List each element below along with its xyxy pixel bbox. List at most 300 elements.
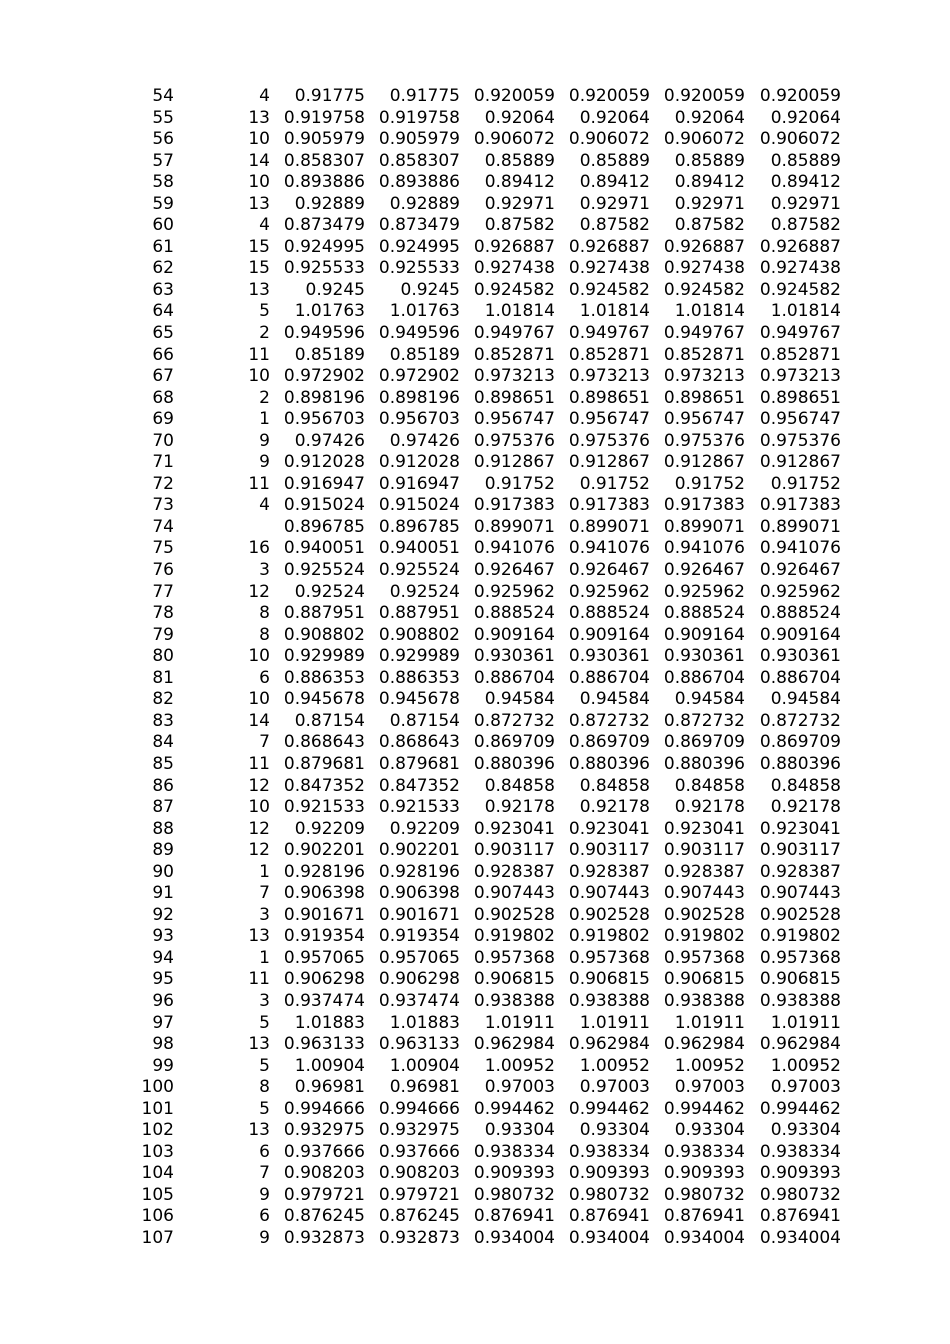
table-row [0,323,950,345]
value-cell: 0.872732 [473,710,555,731]
row-index-cell: 56 [152,129,174,150]
row-index-cell: 60 [152,215,174,236]
value-cell: 0.905979 [283,129,365,150]
value-cell: 0.898196 [283,387,365,408]
value-cell: 0.912028 [283,452,365,473]
table-row [0,108,950,130]
table-row [0,603,950,625]
value-cell: 0.85889 [579,150,650,171]
value-cell: 0.97426 [389,430,460,451]
value-cell: 0.979721 [378,1184,460,1205]
table-row [0,538,950,560]
value-cell: 0.886704 [663,667,745,688]
value-cell: 0.925962 [568,581,650,602]
table-row [0,409,950,431]
table-row [0,194,950,216]
value-cell: 0.886704 [568,667,650,688]
value-cell: 0.886704 [759,667,841,688]
value-cell: 0.96981 [294,1077,365,1098]
count-cell: 3 [259,560,270,581]
row-index-cell: 81 [152,667,174,688]
value-cell: 0.926467 [663,560,745,581]
row-index-cell: 101 [141,1098,174,1119]
value-cell: 0.886704 [473,667,555,688]
value-cell: 0.957065 [378,947,460,968]
value-cell: 0.994666 [283,1098,365,1119]
value-cell: 0.888524 [473,603,555,624]
row-index-cell: 57 [152,150,174,171]
table-row [0,1228,950,1250]
value-cell: 0.906815 [759,969,841,990]
value-cell: 0.906398 [283,883,365,904]
count-cell: 15 [248,258,270,279]
row-index-cell: 83 [152,710,174,731]
value-cell: 0.852871 [663,344,745,365]
value-cell: 0.94584 [674,689,745,710]
value-cell: 1.01814 [579,301,650,322]
value-cell: 0.956747 [759,409,841,430]
value-cell: 0.85189 [389,344,460,365]
value-cell: 0.927438 [759,258,841,279]
value-cell: 0.927438 [473,258,555,279]
table-row [0,668,950,690]
count-cell: 10 [248,797,270,818]
value-cell: 0.938334 [568,1141,650,1162]
table-row [0,754,950,776]
value-cell: 0.963133 [378,1034,460,1055]
value-cell: 0.924582 [663,279,745,300]
value-cell: 0.873479 [283,215,365,236]
value-cell: 0.886353 [378,667,460,688]
value-cell: 0.902201 [378,840,460,861]
table-row [0,1034,950,1056]
value-cell: 0.925962 [473,581,555,602]
value-cell: 0.92178 [579,797,650,818]
value-cell: 0.92971 [579,193,650,214]
value-cell: 0.928387 [759,861,841,882]
table-row [0,797,950,819]
value-cell: 0.97003 [770,1077,841,1098]
value-cell: 0.880396 [568,753,650,774]
value-cell: 0.932873 [283,1227,365,1248]
value-cell: 0.919802 [759,926,841,947]
value-cell: 0.907443 [473,883,555,904]
value-cell: 0.920059 [663,86,745,106]
count-cell: 12 [248,581,270,602]
value-cell: 0.93304 [579,1120,650,1141]
table-row [0,366,950,388]
table-row [0,129,950,151]
row-index-cell: 55 [152,107,174,128]
table-row [0,1077,950,1099]
value-cell: 1.00904 [389,1055,460,1076]
value-cell: 0.876941 [663,1206,745,1227]
row-index-cell: 104 [141,1163,174,1184]
count-cell: 10 [248,366,270,387]
count-cell: 9 [259,452,270,473]
count-cell: 13 [248,1120,270,1141]
value-cell: 0.973213 [663,366,745,387]
table-row [0,1056,950,1078]
table-row [0,560,950,582]
value-cell: 0.928387 [568,861,650,882]
row-index-cell: 93 [152,926,174,947]
value-cell: 0.92889 [389,193,460,214]
count-cell: 15 [248,236,270,257]
count-cell: 5 [259,1055,270,1076]
table-row [0,172,950,194]
value-cell: 0.9245 [400,279,460,300]
value-cell: 0.872732 [759,710,841,731]
row-index-cell: 84 [152,732,174,753]
value-cell: 0.949767 [759,323,841,344]
value-cell: 0.938388 [759,990,841,1011]
table-row [0,452,950,474]
value-cell: 0.956747 [473,409,555,430]
value-cell: 0.957368 [663,947,745,968]
value-cell: 0.903117 [473,840,555,861]
value-cell: 0.926467 [568,560,650,581]
row-index-cell: 92 [152,904,174,925]
value-cell: 0.919354 [283,926,365,947]
value-cell: 0.924995 [283,236,365,257]
table-row [0,237,950,259]
value-cell: 0.920059 [473,86,555,106]
count-cell: 6 [259,1141,270,1162]
value-cell: 0.91775 [389,86,460,106]
value-cell: 0.949596 [378,323,460,344]
value-cell: 0.876941 [568,1206,650,1227]
count-cell: 13 [248,1034,270,1055]
table-row [0,883,950,905]
value-cell: 0.956703 [378,409,460,430]
value-cell: 0.85889 [674,150,745,171]
value-cell: 0.929989 [283,646,365,667]
value-cell: 0.938388 [663,990,745,1011]
value-cell: 0.919802 [473,926,555,947]
value-cell: 0.924582 [568,279,650,300]
value-cell: 0.941076 [759,538,841,559]
value-cell: 0.92064 [579,107,650,128]
value-cell: 0.906072 [663,129,745,150]
value-cell: 0.916947 [283,473,365,494]
value-cell: 0.906072 [568,129,650,150]
value-cell: 0.872732 [568,710,650,731]
value-cell: 0.873479 [378,215,460,236]
value-cell: 0.899071 [473,516,555,537]
row-index-cell: 69 [152,409,174,430]
value-cell: 1.00904 [294,1055,365,1076]
row-index-cell: 80 [152,646,174,667]
value-cell: 0.925533 [378,258,460,279]
value-cell: 0.928387 [663,861,745,882]
table-row [0,345,950,367]
value-cell: 0.84858 [484,775,555,796]
row-index-cell: 74 [152,516,174,537]
count-cell: 13 [248,279,270,300]
count-cell: 4 [259,215,270,236]
value-cell: 0.925962 [663,581,745,602]
row-index-cell: 96 [152,990,174,1011]
value-cell: 0.92971 [770,193,841,214]
value-cell: 0.89412 [770,172,841,193]
value-cell: 0.924995 [378,236,460,257]
value-cell: 0.945678 [283,689,365,710]
value-cell: 0.909393 [759,1163,841,1184]
value-cell: 0.9245 [305,279,365,300]
table-row [0,969,950,991]
value-cell: 0.899071 [568,516,650,537]
value-cell: 1.01883 [389,1012,460,1033]
value-cell: 0.94584 [770,689,841,710]
value-cell: 0.929989 [378,646,460,667]
value-cell: 0.905979 [378,129,460,150]
value-cell: 0.93304 [484,1120,555,1141]
value-cell: 0.92064 [484,107,555,128]
value-cell: 0.903117 [568,840,650,861]
value-cell: 0.932873 [378,1227,460,1248]
table-row [0,474,950,496]
value-cell: 0.926887 [568,236,650,257]
table-row [0,1206,950,1228]
table-row [0,258,950,280]
row-index-cell: 94 [152,947,174,968]
value-cell: 0.920059 [568,86,650,106]
value-cell: 0.941076 [473,538,555,559]
value-cell: 0.916947 [378,473,460,494]
count-cell: 11 [248,753,270,774]
value-cell: 0.92209 [294,818,365,839]
table-row [0,926,950,948]
value-cell: 0.876245 [283,1206,365,1227]
value-cell: 0.876941 [473,1206,555,1227]
value-cell: 0.994462 [568,1098,650,1119]
count-cell: 9 [259,430,270,451]
value-cell: 0.887951 [378,603,460,624]
value-cell: 0.902528 [473,904,555,925]
count-cell: 2 [259,323,270,344]
row-index-cell: 75 [152,538,174,559]
value-cell: 0.887951 [283,603,365,624]
value-cell: 0.937474 [283,990,365,1011]
value-cell: 0.906298 [283,969,365,990]
value-cell: 0.906815 [473,969,555,990]
value-cell: 0.912867 [759,452,841,473]
value-cell: 1.01814 [770,301,841,322]
value-cell: 0.938388 [473,990,555,1011]
value-cell: 0.957368 [568,947,650,968]
value-cell: 0.89412 [579,172,650,193]
value-cell: 0.87582 [579,215,650,236]
value-cell: 0.925962 [759,581,841,602]
value-cell: 0.934004 [568,1227,650,1248]
row-index-cell: 107 [141,1227,174,1248]
value-cell: 0.934004 [663,1227,745,1248]
value-cell: 0.930361 [473,646,555,667]
value-cell: 0.957368 [473,947,555,968]
count-cell: 10 [248,646,270,667]
value-cell: 0.97426 [294,430,365,451]
value-cell: 0.902528 [663,904,745,925]
count-cell: 11 [248,969,270,990]
count-cell: 9 [259,1184,270,1205]
value-cell: 0.980732 [568,1184,650,1205]
value-cell: 0.868643 [378,732,460,753]
count-cell: 4 [259,495,270,516]
value-cell: 0.919354 [378,926,460,947]
value-cell: 0.906298 [378,969,460,990]
value-cell: 0.876245 [378,1206,460,1227]
value-cell: 0.962984 [759,1034,841,1055]
value-cell: 0.994666 [378,1098,460,1119]
value-cell: 0.91752 [770,473,841,494]
count-cell: 3 [259,990,270,1011]
row-index-cell: 68 [152,387,174,408]
count-cell: 11 [248,473,270,494]
value-cell: 1.00952 [484,1055,555,1076]
value-cell: 0.85889 [770,150,841,171]
count-cell: 10 [248,172,270,193]
value-cell: 0.920059 [759,86,841,106]
value-cell: 0.917383 [473,495,555,516]
value-cell: 0.89412 [484,172,555,193]
value-cell: 0.898651 [473,387,555,408]
value-cell: 0.902201 [283,840,365,861]
value-cell: 0.930361 [663,646,745,667]
value-cell: 0.917383 [759,495,841,516]
value-cell: 0.932975 [378,1120,460,1141]
value-cell: 0.896785 [283,516,365,537]
value-cell: 0.937666 [283,1141,365,1162]
value-cell: 0.949596 [283,323,365,344]
value-cell: 1.01763 [294,301,365,322]
value-cell: 0.85189 [294,344,365,365]
value-cell: 0.938334 [759,1141,841,1162]
count-cell: 13 [248,193,270,214]
table-row [0,582,950,604]
value-cell: 0.847352 [378,775,460,796]
value-cell: 1.01763 [389,301,460,322]
value-cell: 0.903117 [759,840,841,861]
value-cell: 0.909164 [568,624,650,645]
value-cell: 0.898651 [759,387,841,408]
value-cell: 0.975376 [568,430,650,451]
value-cell: 0.962984 [473,1034,555,1055]
table-row [0,991,950,1013]
value-cell: 0.925533 [283,258,365,279]
value-cell: 1.01814 [484,301,555,322]
value-cell: 0.91752 [674,473,745,494]
value-cell: 0.84858 [579,775,650,796]
value-cell: 0.956747 [568,409,650,430]
value-cell: 1.01911 [579,1012,650,1033]
value-cell: 0.909393 [473,1163,555,1184]
row-index-cell: 82 [152,689,174,710]
value-cell: 0.923041 [759,818,841,839]
row-index-cell: 103 [141,1141,174,1162]
value-cell: 0.975376 [759,430,841,451]
value-cell: 0.926887 [663,236,745,257]
row-index-cell: 89 [152,840,174,861]
value-cell: 0.906398 [378,883,460,904]
value-cell: 0.852871 [759,344,841,365]
value-cell: 0.858307 [283,150,365,171]
value-cell: 0.994462 [663,1098,745,1119]
value-cell: 0.949767 [473,323,555,344]
value-cell: 0.94584 [579,689,650,710]
row-index-cell: 105 [141,1184,174,1205]
count-cell: 2 [259,387,270,408]
count-cell: 1 [259,861,270,882]
value-cell: 0.92971 [484,193,555,214]
row-index-cell: 95 [152,969,174,990]
value-cell: 0.909164 [473,624,555,645]
count-cell: 3 [259,904,270,925]
table-row [0,840,950,862]
count-cell: 5 [259,1012,270,1033]
value-cell: 0.957368 [759,947,841,968]
value-cell: 0.906072 [759,129,841,150]
row-index-cell: 87 [152,797,174,818]
value-cell: 0.908802 [378,624,460,645]
value-cell: 0.919758 [378,107,460,128]
count-cell: 12 [248,840,270,861]
value-cell: 0.924582 [473,279,555,300]
row-index-cell: 79 [152,624,174,645]
count-cell: 9 [259,1227,270,1248]
value-cell: 0.907443 [663,883,745,904]
value-cell: 0.92064 [770,107,841,128]
value-cell: 0.84858 [770,775,841,796]
value-cell: 0.97003 [484,1077,555,1098]
value-cell: 0.92209 [389,818,460,839]
value-cell: 0.84858 [674,775,745,796]
value-cell: 0.994462 [759,1098,841,1119]
value-cell: 0.917383 [568,495,650,516]
value-cell: 1.01911 [674,1012,745,1033]
count-cell: 10 [248,689,270,710]
value-cell: 0.852871 [473,344,555,365]
row-index-cell: 54 [152,86,174,106]
count-cell: 5 [259,1098,270,1119]
value-cell: 0.928387 [473,861,555,882]
value-cell: 0.869709 [663,732,745,753]
value-cell: 0.934004 [759,1227,841,1248]
row-index-cell: 62 [152,258,174,279]
value-cell: 0.879681 [283,753,365,774]
row-index-cell: 59 [152,193,174,214]
row-index-cell: 73 [152,495,174,516]
value-cell: 0.940051 [283,538,365,559]
row-index-cell: 61 [152,236,174,257]
value-cell: 0.93304 [770,1120,841,1141]
count-cell: 8 [259,1077,270,1098]
row-index-cell: 100 [141,1077,174,1098]
table-row [0,151,950,173]
value-cell: 0.925524 [283,560,365,581]
table-row [0,1120,950,1142]
row-index-cell: 76 [152,560,174,581]
value-cell: 0.973213 [759,366,841,387]
value-cell: 0.907443 [568,883,650,904]
value-cell: 0.852871 [568,344,650,365]
table-row [0,86,950,108]
table-row [0,1142,950,1164]
value-cell: 0.87582 [770,215,841,236]
table-row [0,301,950,323]
row-index-cell: 91 [152,883,174,904]
value-cell: 0.923041 [663,818,745,839]
